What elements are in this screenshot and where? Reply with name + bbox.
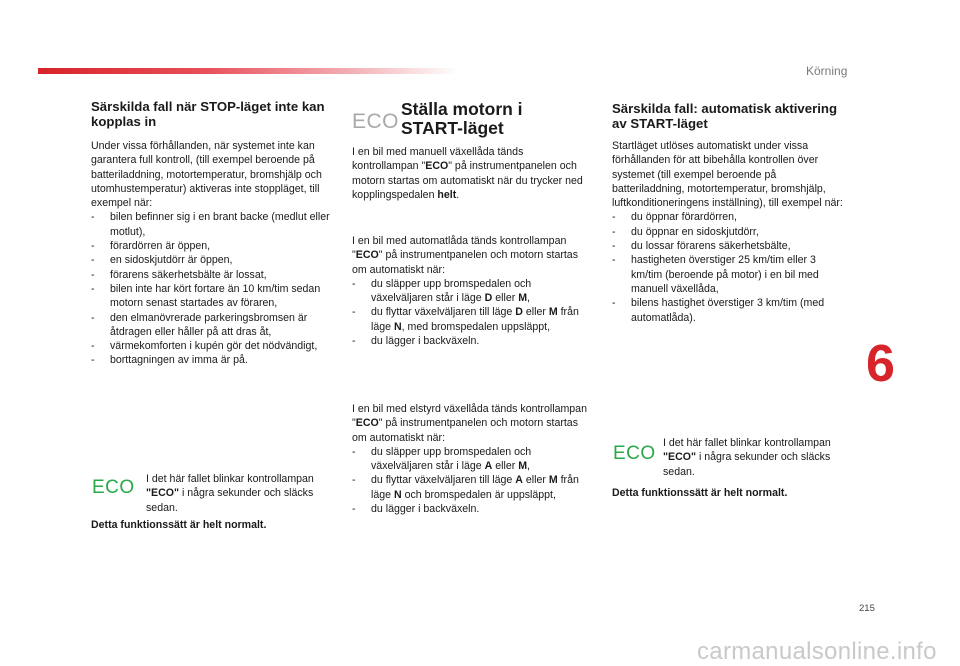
left-list xyxy=(91,210,331,367)
text: och bromspedalen är uppsläppt, xyxy=(401,488,556,501)
text: I en bil med automatlåda tänds kontrollampan " xyxy=(352,235,567,262)
right-heading: Särskilda fall: automatisk aktivering av START-läget xyxy=(612,101,838,131)
left-column xyxy=(91,99,331,368)
text: från läge xyxy=(371,474,579,501)
list-item: - den elmanövrerade parkeringsbromsen är åtdragen eller håller på att dras åt, xyxy=(91,311,331,340)
eco-label: ECO xyxy=(355,417,379,430)
gear: M xyxy=(548,306,558,319)
left-normal-note: Detta funktionssätt är helt normalt. xyxy=(91,519,267,531)
right-column xyxy=(612,101,848,325)
right-normal-note: Detta funktionssätt är helt normalt. xyxy=(612,487,788,499)
text: du flyttar växelväljaren till läge xyxy=(371,474,516,487)
gear: D xyxy=(484,292,493,305)
header-accent-bar xyxy=(38,68,458,74)
watermark: carmanualsonline.info xyxy=(697,638,937,665)
eco-green-icon: ECO xyxy=(92,477,135,498)
left-intro: Under vissa förhållanden, när systemet inte kan garantera full kontroll, (till exempel beroende på batteriladdning, motortemperatur, bromshjälp och utomhustemperatur) aktiveras inte stoppläget, till exempel när: xyxy=(91,140,322,210)
list-item: - bilen inte har kört fortare än 10 km/tim sedan motorn senast startades av föraren, xyxy=(91,282,331,311)
list-item: - du lossar förarens säkerhetsbälte, xyxy=(612,239,848,253)
list-item: - du lägger i backväxeln. xyxy=(352,334,592,348)
text: eller xyxy=(522,306,549,319)
text: " på instrumentpanelen och motorn startas om automatiskt när du trycker ned kopplingspedalen xyxy=(352,160,583,201)
gear: D xyxy=(515,306,523,319)
text: eller xyxy=(492,292,519,305)
eco-label: ECO xyxy=(355,249,379,262)
right-list xyxy=(612,210,848,324)
right-eco-note xyxy=(663,436,849,479)
note-text: i några sekunder och släcks sedan. xyxy=(663,451,831,478)
gear: M xyxy=(518,292,528,305)
note-text: I det här fallet blinkar kontrollampan xyxy=(146,473,314,485)
text: I en bil med elstyrd växellåda tänds kontrollampan " xyxy=(352,403,587,430)
text: eller xyxy=(522,474,549,487)
text: , med bromspedalen uppsläppt, xyxy=(401,320,551,333)
gear: N xyxy=(393,488,402,501)
right-intro: Startläget utlöses automatiskt under vissa förhållanden för att bibehålla kontrollen över systemet (till exempel beroende på batteriladdning, motortemperatur, bromshjälp, luftkonditioneringens inställning), till exempel när: xyxy=(612,140,843,210)
text: från läge xyxy=(371,306,579,333)
text: , xyxy=(527,292,530,305)
middle-heading-line1: Ställa motorn i xyxy=(401,99,523,119)
eco-green-icon: ECO xyxy=(613,443,656,464)
note-eco-label: "ECO" xyxy=(146,487,180,500)
list-item: - du öppnar förardörren, xyxy=(612,210,848,224)
list-item: - förardörren är öppen, xyxy=(91,239,331,253)
auto-paragraph xyxy=(352,234,592,348)
list-item: - värmekomforten i kupén gör det nödvändigt, xyxy=(91,339,331,353)
eco-label: ECO xyxy=(425,160,449,173)
list-item: - förarens säkerhetsbälte är lossat, xyxy=(91,268,331,282)
text: . xyxy=(456,188,460,201)
note-text: i några sekunder och släcks sedan. xyxy=(146,487,314,514)
chapter-number: 6 xyxy=(866,335,895,393)
list-item xyxy=(352,277,592,306)
text: I en bil med manuell växellåda tänds kontrollampan " xyxy=(352,146,524,173)
list-item xyxy=(352,305,592,334)
auto-intro xyxy=(352,234,592,277)
list-item: - du lägger i backväxeln. xyxy=(352,502,592,516)
auto-list xyxy=(352,277,592,348)
middle-heading-line2: START-läget xyxy=(401,118,504,138)
middle-heading xyxy=(401,100,601,138)
text: , xyxy=(527,460,530,473)
note-text: I det här fallet blinkar kontrollampan xyxy=(663,437,831,449)
electric-intro xyxy=(352,402,592,445)
text: du släpper upp bromspedalen och växelväljaren står i läge xyxy=(371,445,532,473)
eco-grey-icon: ECO xyxy=(352,110,400,133)
text: " på instrumentpanelen och motorn startas om automatiskt när: xyxy=(352,249,578,276)
bold-word: helt xyxy=(437,188,457,201)
text: du släpper upp bromspedalen och växelväljaren står i läge xyxy=(371,277,532,305)
left-eco-note xyxy=(146,472,334,515)
list-item: - du öppnar en sidoskjutdörr, xyxy=(612,225,848,239)
gear: A xyxy=(515,474,523,487)
electric-list xyxy=(352,445,592,516)
list-item: - hastigheten överstiger 25 km/tim eller 3 km/tim (beroende på motor) i en bil med manuell växellåda, xyxy=(612,253,848,296)
gear: M xyxy=(518,460,528,473)
list-item: - bilen befinner sig i en brant backe (medlut eller motlut), xyxy=(91,210,331,239)
list-item: - en sidoskjutdörr är öppen, xyxy=(91,253,331,267)
text: du flyttar växelväljaren till läge xyxy=(371,306,516,319)
text: eller xyxy=(492,460,519,473)
left-heading: Särskilda fall när STOP-läget inte kan kopplas in xyxy=(91,99,325,129)
gear: N xyxy=(393,320,402,333)
page-number: 215 xyxy=(859,603,875,614)
section-title: Körning xyxy=(806,64,848,78)
gear: M xyxy=(548,474,558,487)
list-item xyxy=(352,473,592,502)
gear: A xyxy=(484,460,493,473)
manual-paragraph xyxy=(352,145,588,202)
list-item: - bilens hastighet överstiger 3 km/tim (med automatlåda). xyxy=(612,296,848,325)
text: " på instrumentpanelen och motorn startas om automatiskt när: xyxy=(352,417,578,444)
electric-paragraph xyxy=(352,402,592,516)
list-item xyxy=(352,445,592,474)
note-eco-label: "ECO" xyxy=(663,451,697,464)
list-item: - borttagningen av imma är på. xyxy=(91,353,331,367)
